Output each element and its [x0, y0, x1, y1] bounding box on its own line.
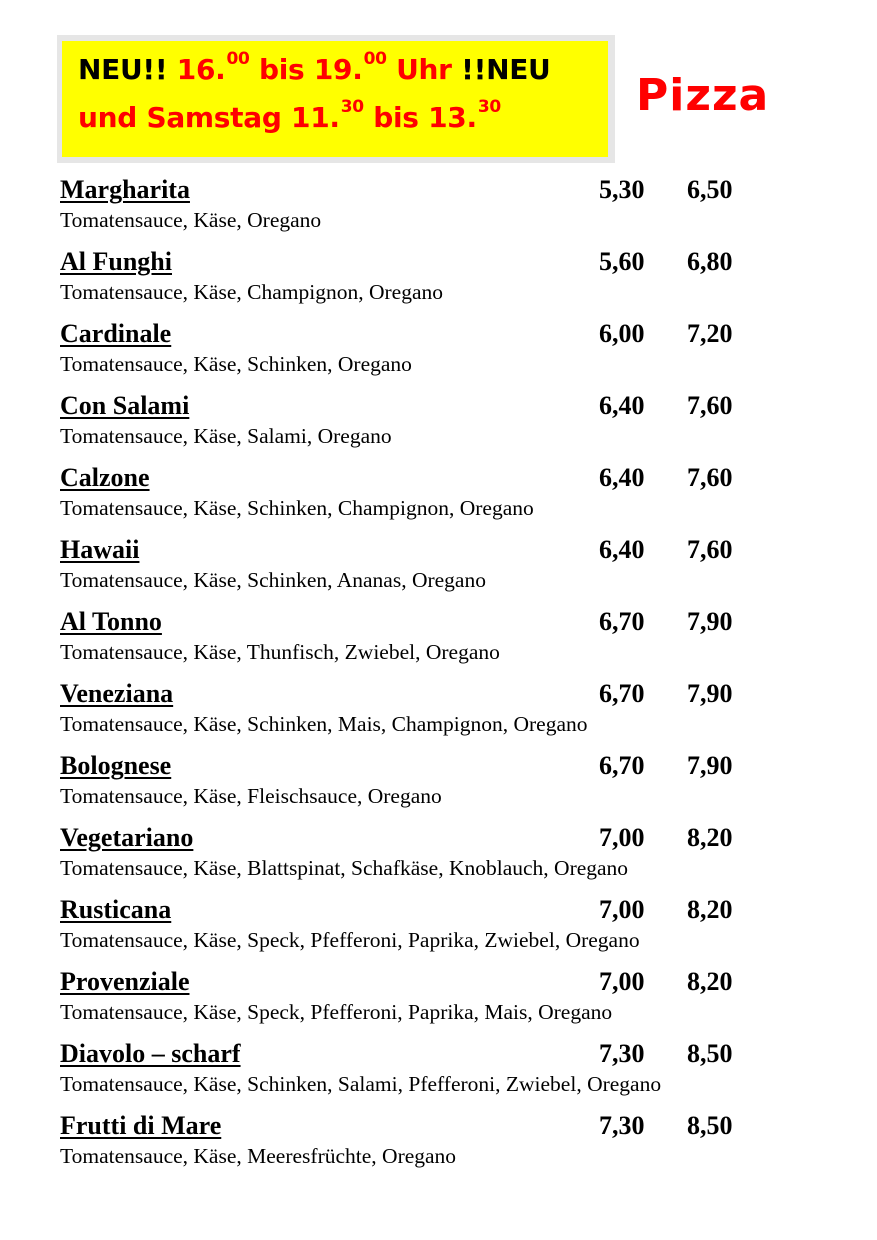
price-large: 6,50: [687, 175, 733, 204]
price-large: 8,20: [687, 967, 733, 996]
menu-item-description: Tomatensauce, Käse, Schinken, Champignon, Oregano: [60, 496, 534, 520]
menu-item-description: Tomatensauce, Käse, Speck, Pfefferoni, Paprika, Mais, Oregano: [60, 1000, 613, 1024]
promo-saturday-end: bis 13.: [373, 101, 477, 134]
promo-time-start: 16.: [176, 53, 226, 86]
menu-item-name: Hawaii: [60, 535, 140, 564]
price-small: 5,60: [599, 247, 645, 276]
price-large: 7,60: [687, 535, 733, 564]
price-small: 7,30: [599, 1039, 645, 1068]
menu-item-name: Veneziana: [60, 679, 174, 708]
menu-item-description: Tomatensauce, Käse, Schinken, Oregano: [60, 352, 412, 376]
price-large: 7,20: [687, 319, 733, 348]
price-small: 5,30: [599, 175, 645, 204]
price-large: 6,80: [687, 247, 733, 276]
price-small: 6,70: [599, 607, 645, 636]
menu-item-description: Tomatensauce, Käse, Schinken, Ananas, Oregano: [60, 568, 486, 592]
menu-item-name: Vegetariano: [60, 823, 194, 852]
price-small: 7,30: [599, 1111, 645, 1140]
price-small: 6,70: [599, 751, 645, 780]
menu-item-name: Frutti di Mare: [60, 1111, 222, 1140]
menu-item-name: Cardinale: [60, 319, 172, 348]
promo-box: [62, 41, 608, 157]
menu-item-name: Diavolo – scharf: [60, 1039, 241, 1068]
menu-list: [60, 171, 820, 1179]
menu-item-name: Con Salami: [60, 391, 190, 420]
promo-time-start-minutes: 00: [226, 49, 250, 69]
price-small: 6,40: [599, 391, 645, 420]
menu-item-description: Tomatensauce, Käse, Fleischsauce, Oregano: [60, 784, 442, 808]
menu-item-name: Al Tonno: [60, 607, 162, 636]
menu-item-description: Tomatensauce, Käse, Champignon, Oregano: [60, 280, 443, 304]
menu-item: [60, 747, 820, 819]
promo-line-1: [78, 49, 551, 86]
price-small: 6,40: [599, 463, 645, 492]
menu-item-description: Tomatensauce, Käse, Salami, Oregano: [60, 424, 392, 448]
menu-item: [60, 171, 820, 243]
menu-item: [60, 1035, 820, 1107]
menu-item: [60, 891, 820, 963]
promo-saturday-start-minutes: 30: [340, 97, 364, 117]
menu-item: [60, 603, 820, 675]
price-large: 8,50: [687, 1111, 733, 1140]
menu-item-name: Calzone: [60, 463, 150, 492]
price-large: 7,60: [687, 463, 733, 492]
menu-item-description: Tomatensauce, Käse, Meeresfrüchte, Oregano: [60, 1144, 457, 1168]
price-large: 7,90: [687, 751, 733, 780]
price-large: 7,90: [687, 607, 733, 636]
promo-time-end-minutes: 00: [363, 49, 387, 69]
menu-item-name: Margharita: [60, 175, 190, 204]
menu-item: [60, 459, 820, 531]
price-small: 6,70: [599, 679, 645, 708]
price-small: 6,00: [599, 319, 645, 348]
promo-neu-start: NEU!!: [78, 53, 168, 86]
promo-uhr: Uhr: [396, 53, 452, 86]
menu-item: [60, 1107, 820, 1179]
price-small: 6,40: [599, 535, 645, 564]
menu-item: [60, 963, 820, 1035]
promo-saturday-start: und Samstag 11.: [78, 101, 340, 134]
promo-line-2: [78, 97, 501, 134]
price-large: 7,90: [687, 679, 733, 708]
menu-item: [60, 315, 820, 387]
menu-item: [60, 243, 820, 315]
menu-item-name: Provenziale: [60, 967, 190, 996]
promo-saturday-end-minutes: 30: [477, 97, 501, 117]
price-large: 7,60: [687, 391, 733, 420]
menu-item: [60, 819, 820, 891]
price-small: 7,00: [599, 823, 645, 852]
price-large: 8,20: [687, 895, 733, 924]
price-small: 7,00: [599, 895, 645, 924]
page-title: Pizza: [636, 70, 770, 121]
price-small: 7,00: [599, 967, 645, 996]
menu-item-name: Bolognese: [60, 751, 172, 780]
menu-item-description: Tomatensauce, Käse, Schinken, Mais, Champignon, Oregano: [60, 712, 588, 736]
menu-item: [60, 387, 820, 459]
menu-item-description: Tomatensauce, Käse, Thunfisch, Zwiebel, Oregano: [60, 640, 500, 664]
promo-time-end: bis 19.: [259, 53, 363, 86]
menu-item-description: Tomatensauce, Käse, Blattspinat, Schafkäse, Knoblauch, Oregano: [60, 856, 629, 880]
promo-neu-end: !!NEU: [461, 53, 551, 86]
price-large: 8,20: [687, 823, 733, 852]
price-large: 8,50: [687, 1039, 733, 1068]
menu-item-name: Al Funghi: [60, 247, 172, 276]
menu-item: [60, 675, 820, 747]
menu-item-description: Tomatensauce, Käse, Schinken, Salami, Pfefferoni, Zwiebel, Oregano: [60, 1072, 662, 1096]
menu-item-name: Rusticana: [60, 895, 172, 924]
menu-item-description: Tomatensauce, Käse, Speck, Pfefferoni, Paprika, Zwiebel, Oregano: [60, 928, 640, 952]
menu-item: [60, 531, 820, 603]
menu-item-description: Tomatensauce, Käse, Oregano: [60, 208, 322, 232]
